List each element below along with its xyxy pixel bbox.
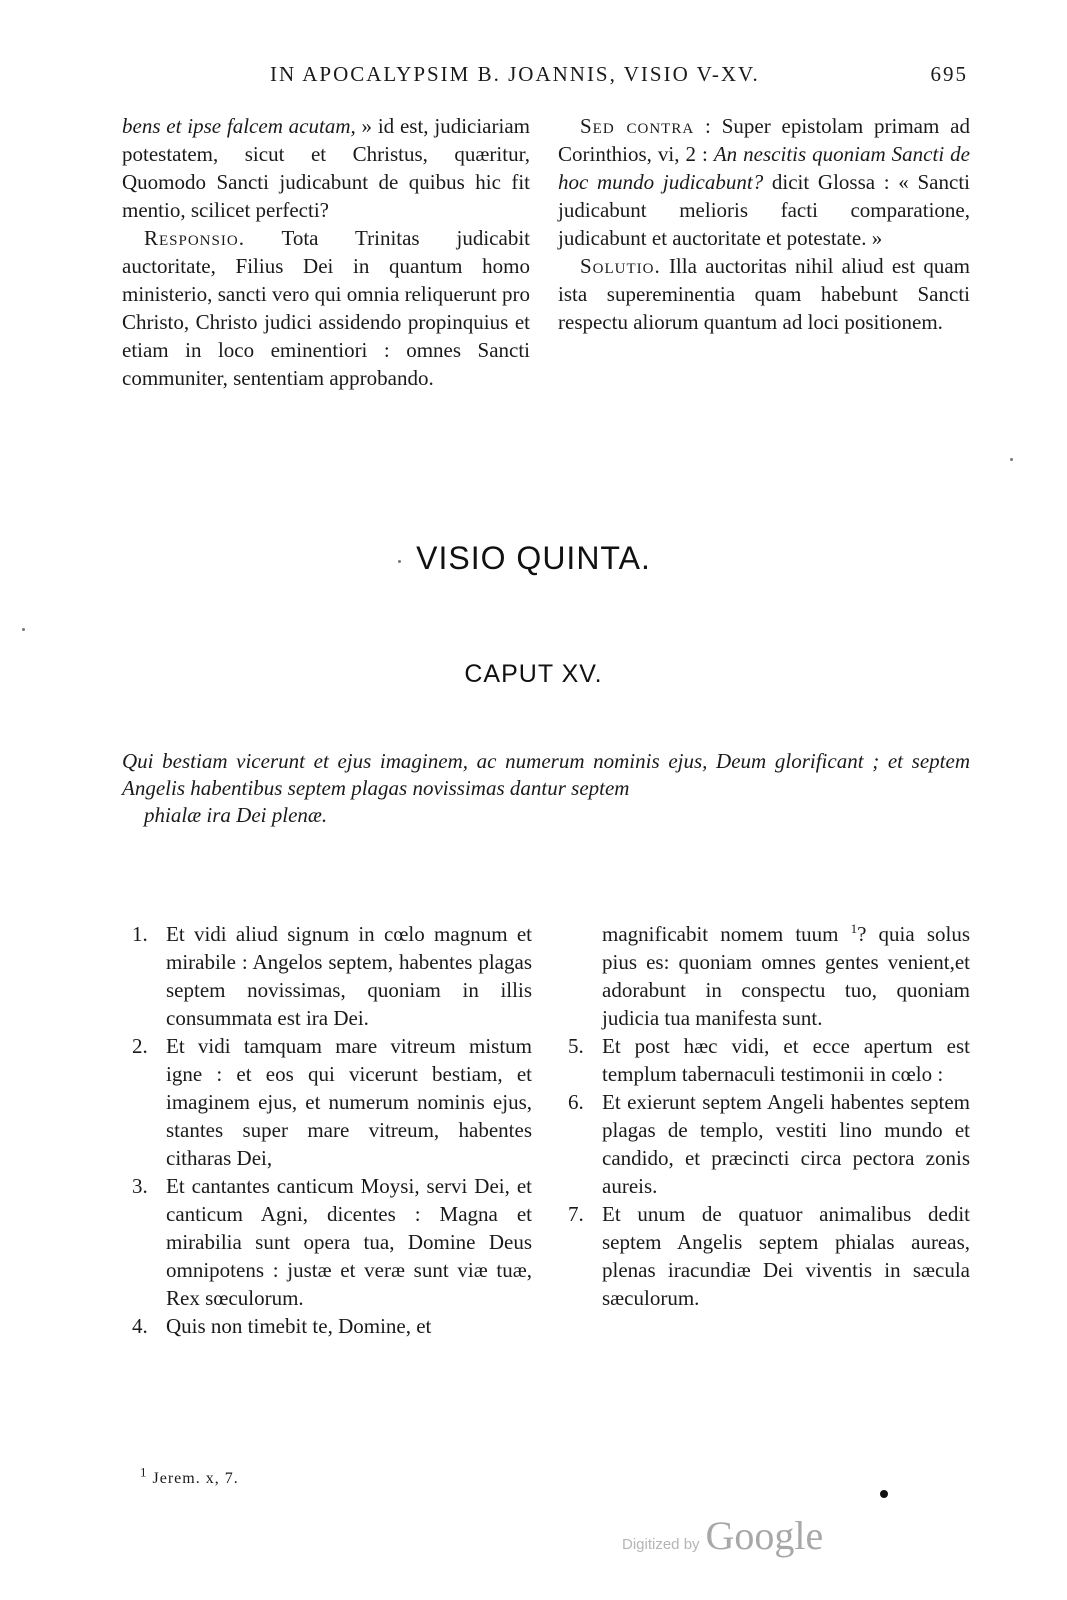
responsio-label: Responsio. bbox=[144, 226, 245, 250]
verse-text: Et exierunt septem Angeli habentes septem plagas de templo, vestiti lino mundo et candido, et præcincti circa pectora zonis aureis. bbox=[602, 1090, 970, 1198]
verse-1 bbox=[132, 920, 532, 1032]
running-head-title: IN APOCALYPSIM B. JOANNIS, VISIO V-XV. bbox=[270, 62, 760, 86]
commentary-quote: bens et ipse falcem acutam, bbox=[122, 114, 356, 138]
sed-contra-text: : Super epistolam primam ad Corinthios, vi, 2 : bbox=[558, 114, 970, 166]
verse-text bbox=[568, 920, 970, 1032]
verse-number: 5. bbox=[568, 1034, 584, 1058]
speck-icon bbox=[398, 560, 401, 563]
verse-3 bbox=[132, 1172, 532, 1312]
commentary-text: » id est, judiciariam potestatem, sicut et Christus, quæritur, Quomodo Sancti judicabunt de quibus hic fit mentio, scilicet perfecti? bbox=[122, 114, 530, 222]
footnote bbox=[140, 1464, 239, 1488]
verse-5 bbox=[568, 1032, 970, 1088]
responsio-paragraph bbox=[122, 224, 530, 392]
commentary-right-column bbox=[558, 112, 970, 336]
footnote-text: Jerem. x, 7. bbox=[147, 1470, 239, 1487]
sed-contra-quote: An nescitis quoniam Sancti de hoc mundo judicabunt? bbox=[558, 142, 970, 194]
verse-text: Quis non timebit te, Domine, et bbox=[166, 1314, 432, 1338]
continuation-text: magnificabit nomem tuum bbox=[602, 922, 839, 946]
speck-icon bbox=[22, 628, 25, 631]
verse-number: 3. bbox=[132, 1174, 148, 1198]
verse-2 bbox=[132, 1032, 532, 1172]
verse-6 bbox=[568, 1088, 970, 1200]
speck-icon bbox=[1010, 458, 1013, 461]
sed-contra-label: Sed contra bbox=[580, 114, 695, 138]
verse-text: Et cantantes canticum Moysi, servi Dei, et canticum Agni, dicentes : Magna et mirabilia sunt opera tua, Domine Deus omnipotens : justæ et veræ sunt viæ tuæ, Rex sœculorum. bbox=[166, 1174, 532, 1310]
verse-number: 4. bbox=[132, 1314, 148, 1338]
verse-number: 1. bbox=[132, 922, 148, 946]
verse-text: Et unum de quatuor animalibus dedit septem Angelis septem phialas aureas, plenas iracundiæ Dei viventis in sæcula sæculorum. bbox=[602, 1202, 970, 1310]
footnote-mark: 1 bbox=[140, 1464, 148, 1480]
verse-number: 7. bbox=[568, 1202, 584, 1226]
verse-7 bbox=[568, 1200, 970, 1312]
argument-line-2: phialæ ira Dei plenæ. bbox=[144, 803, 328, 827]
verse-text: Et post hæc vidi, et ecce apertum est templum tabernaculi testimonii in cœlo : bbox=[602, 1034, 970, 1086]
argument-line-1: Qui bestiam vicerunt et ejus imaginem, ac numerum nominis ejus, Deum glorificant ; et septem Angelis habentibus septem plagas novissimas dantur septem bbox=[122, 749, 970, 800]
footnote-reference: 1 bbox=[850, 921, 858, 936]
page-number: 695 bbox=[930, 62, 968, 86]
sed-contra-paragraph bbox=[558, 112, 970, 252]
solutio-text: Illa auctoritas nihil aliud est quam ista supereminentia quam habebunt Sancti respectu aliorum quantum ad loci positionem. bbox=[558, 254, 970, 334]
watermark-prefix: Digitized by bbox=[622, 1536, 700, 1553]
verse-4-continuation bbox=[568, 920, 970, 1032]
verses-right-column bbox=[568, 920, 970, 1312]
continuation-end: ? quia solus pius es: quoniam omnes gentes venient,et adorabunt in conspectu tuo, quoniam judicia tua manifesta sunt. bbox=[602, 922, 970, 1030]
verse-text: Et vidi aliud signum in cœlo magnum et mirabile : Angelos septem, habentes plagas septem novissimas, quoniam in illis consummata est ira Dei. bbox=[166, 922, 532, 1030]
verses-left-column bbox=[132, 920, 532, 1340]
solutio-paragraph bbox=[558, 252, 970, 336]
chapter-argument bbox=[122, 748, 970, 829]
visio-heading: VISIO QUINTA. bbox=[416, 540, 651, 576]
running-head bbox=[120, 62, 980, 92]
digitized-watermark bbox=[622, 1512, 823, 1556]
commentary-paragraph bbox=[122, 112, 530, 224]
verse-text: Et vidi tamquam mare vitreum mistum igne : et eos qui vicerunt bestiam, et imaginem ejus, et numerum nominis ejus, stantes super mare vitreum, habentes citharas Dei, bbox=[166, 1034, 532, 1170]
verse-number: 6. bbox=[568, 1090, 584, 1114]
solutio-label: Solutio. bbox=[580, 254, 661, 278]
google-logo: Google bbox=[705, 1513, 824, 1558]
ink-dot-icon bbox=[880, 1490, 888, 1498]
verse-number: 2. bbox=[132, 1034, 148, 1058]
responsio-text: Tota Trinitas judicabit auctoritate, Filius Dei in quantum homo ministerio, sancti vero qui omnia reliquerunt pro Christo, Christo judici assidendo propinquius et etiam in loco eminentiori : omnes Sancti communiter, sententiam approbando. bbox=[122, 226, 530, 390]
commentary-left-column bbox=[122, 112, 530, 392]
verse-4 bbox=[132, 1312, 532, 1340]
caput-heading: CAPUT XV. bbox=[464, 660, 603, 688]
sed-contra-gloss: dicit Glossa : « Sancti judicabunt melioris facti comparatione, judicabunt et auctoritate et potestate. » bbox=[558, 170, 970, 250]
